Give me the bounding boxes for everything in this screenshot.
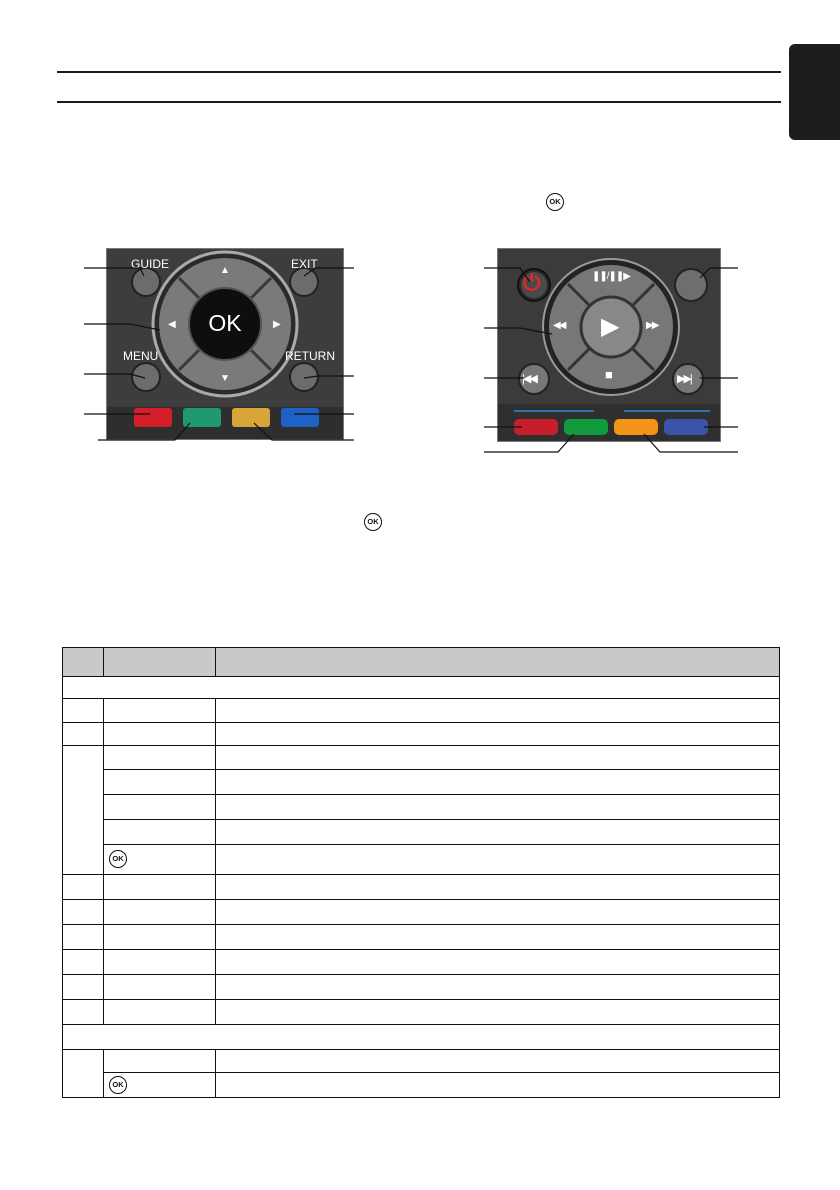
table-row [103, 794, 779, 795]
power-icon[interactable]: ⏻ [523, 270, 541, 295]
blank-button[interactable] [675, 269, 707, 301]
table-row [103, 844, 779, 845]
down-arrow-icon[interactable]: ▼ [220, 373, 230, 384]
table-col-divider [215, 698, 216, 1024]
ok-button-icon: OK [546, 193, 564, 211]
guide-button[interactable] [119, 257, 173, 301]
blue-button[interactable] [281, 408, 319, 427]
table-row [63, 974, 779, 975]
return-button[interactable] [277, 349, 341, 393]
table-row [63, 676, 779, 677]
green-button[interactable] [183, 408, 221, 427]
right-arrow-icon[interactable]: ▶ [273, 319, 281, 330]
table-row [63, 899, 779, 900]
table-col-divider [103, 1049, 104, 1097]
language-tab [789, 44, 840, 140]
yellow-button[interactable] [232, 408, 270, 427]
skip-back-icon[interactable]: |◀◀ [522, 373, 536, 385]
table-row [63, 924, 779, 925]
rewind-icon[interactable]: ◀◀ [553, 320, 565, 331]
table-col-divider [103, 698, 104, 1024]
table-row [63, 722, 779, 723]
blue-button[interactable] [664, 419, 708, 435]
table-header-row [63, 648, 779, 676]
ok-button[interactable] [191, 290, 259, 358]
ok-button-icon: OK [109, 850, 127, 868]
table-row [63, 949, 779, 950]
header-rule-top [57, 71, 781, 73]
right-remote-image [497, 248, 721, 442]
skip-forward-icon[interactable]: ▶▶| [677, 373, 691, 385]
table-col-divider [103, 648, 104, 676]
table-row [103, 769, 779, 770]
header-rule-bottom [57, 101, 781, 103]
left-remote-image [106, 248, 344, 440]
fast-forward-icon[interactable]: ▶▶ [646, 320, 658, 331]
up-arrow-icon[interactable]: ▲ [220, 265, 230, 276]
table-col-divider [215, 648, 216, 676]
table-row [63, 698, 779, 699]
button-function-table [62, 647, 780, 1098]
table-row [63, 1024, 779, 1025]
return-label: RETURN [285, 349, 335, 363]
ok-label: OK [208, 310, 242, 336]
table-col-divider [215, 1049, 216, 1097]
guide-label: GUIDE [131, 257, 170, 271]
table-row [63, 1049, 779, 1050]
play-icon[interactable]: ▶ [601, 313, 620, 340]
menu-label: MENU [123, 349, 159, 363]
table-row [103, 1072, 779, 1073]
table-row [63, 999, 779, 1000]
table-row [63, 874, 779, 875]
ok-button-icon: OK [364, 513, 382, 531]
ok-button-icon: OK [109, 1076, 127, 1094]
stop-icon[interactable]: ■ [605, 367, 613, 382]
red-button[interactable] [134, 408, 172, 427]
table-row [103, 819, 779, 820]
menu-button[interactable] [115, 349, 175, 393]
pause-play-icon[interactable]: ❚❚/❚❚▶ [592, 271, 630, 282]
table-row [63, 745, 779, 746]
exit-label: EXIT [291, 257, 318, 271]
exit-button[interactable] [279, 257, 333, 301]
orange-button[interactable] [614, 419, 658, 435]
left-arrow-icon[interactable]: ◀ [168, 319, 176, 330]
red-button[interactable] [514, 419, 558, 435]
green-button[interactable] [564, 419, 608, 435]
